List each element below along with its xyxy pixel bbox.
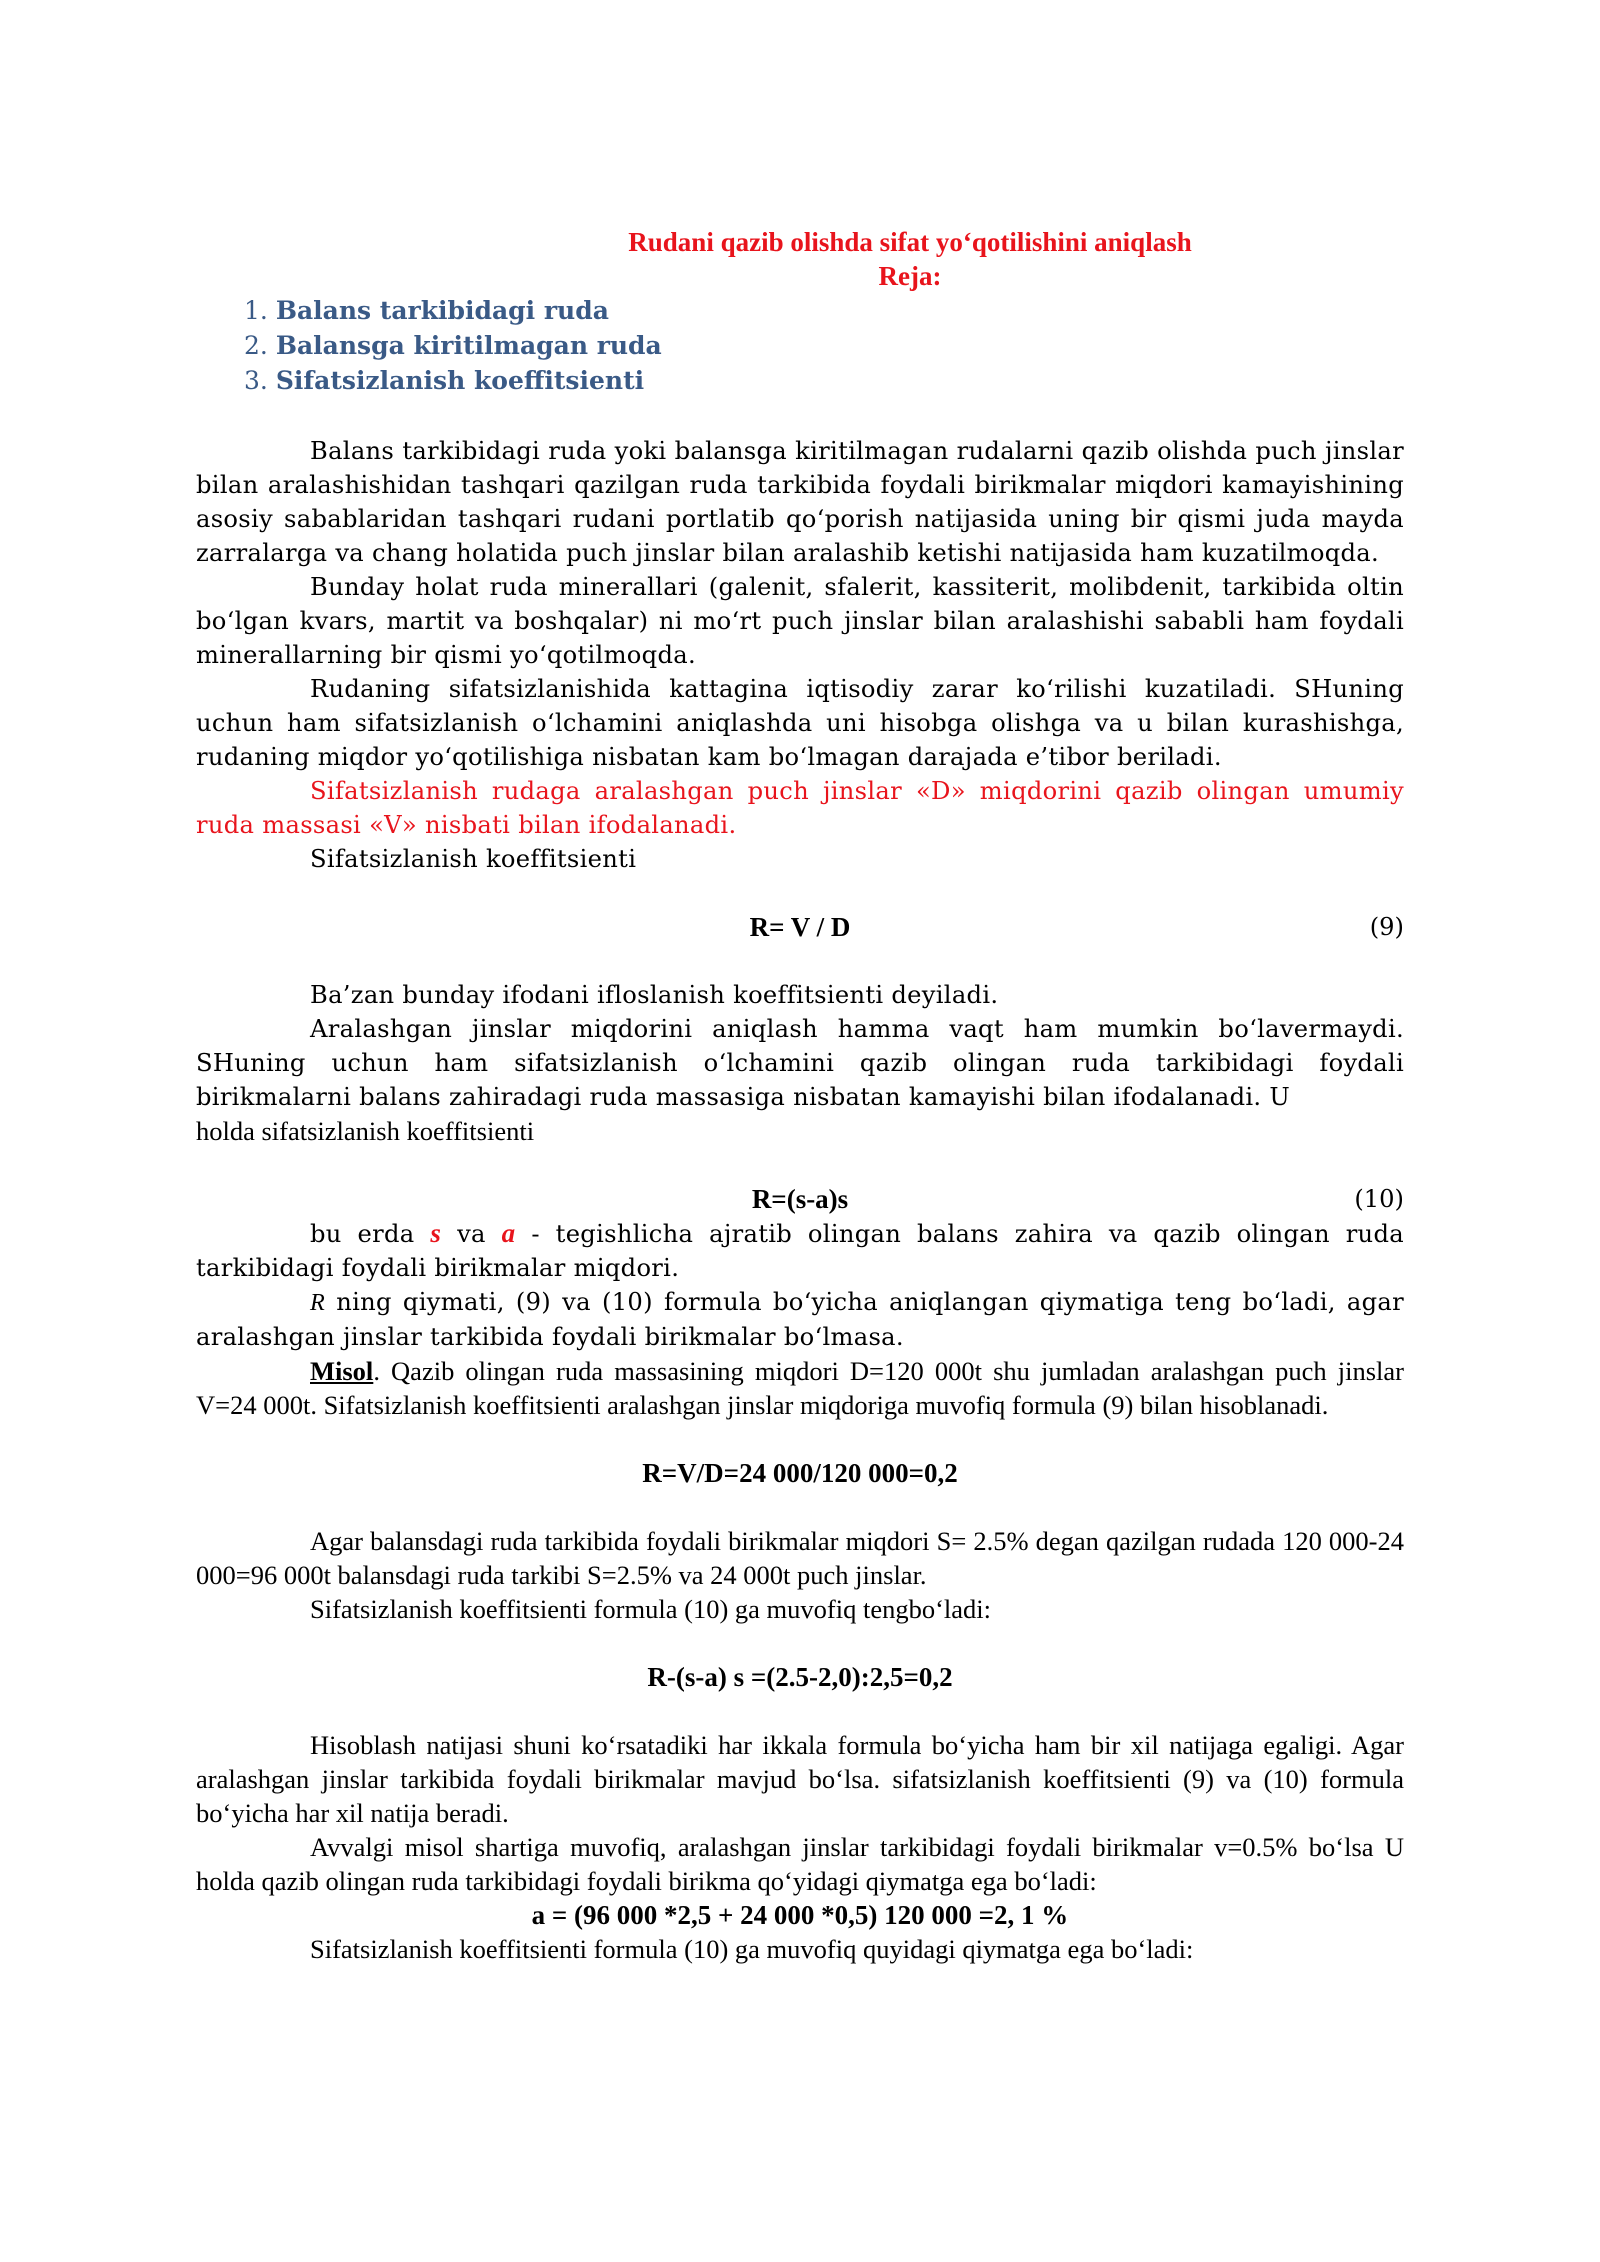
formula-number: (10): [1354, 1185, 1404, 1213]
list-item: 1. Balans tarkibidagi ruda: [244, 296, 609, 325]
paragraph-13: Hisoblash natijasi shuni ko‘rsatadiki har ikkala formula bo‘yicha ham bir xil natijaga egaligi. Agar aralashgan jinslar tarkibida foydali birikmalar mavjud bo‘lsa. sifatsizlanish koeffitsienti (9) va (10) formula bo‘yicha har xil natija beradi.: [196, 1730, 1404, 1828]
formula-example-3: a = (96 000 *2,5 + 24 000 *0,5) 120 000 =2, 1 %: [531, 1900, 1069, 1930]
variable-s: s: [430, 1218, 442, 1248]
paragraph-5: Sifatsizlanish koeffitsienti: [310, 845, 637, 873]
variable-r: R: [310, 1289, 326, 1316]
plan-list: [196, 293, 1404, 398]
formula-9: [196, 910, 1404, 944]
formula-text: R= V / D: [749, 912, 851, 942]
paragraph-3: Rudaning sifatsizlanishida kattagina iqtisodiy zarar ko‘rilishi kuzatiladi. SHuning uchun ham sifatsizlanish o‘lchamini aniqlashda uni hisobga olishga va u bilan kurashishga, rudaning miqdor yo‘qotilishiga nisbatan kam bo‘lmagan darajada e’tibor beriladi.: [196, 675, 1404, 771]
paragraph-15: Sifatsizlanish koeffitsienti formula (10) ga muvofiq quyidagi qiymatga ega bo‘ladi:: [310, 1934, 1194, 1964]
paragraph-9: R ning qiymati, (9) va (10) formula bo‘yicha aniqlangan qiymatiga teng bo‘ladi, agar aralashgan jinslar tarkibida foydali birikmalar bo‘lmasa.: [196, 1288, 1404, 1351]
paragraph-11: Agar balansdagi ruda tarkibida foydali birikmalar miqdori S= 2.5% degan qazilgan rudada 120 000-24 000=96 000t balansdagi ruda tarkibi S=2.5% va 24 000t puch jinslar.: [196, 1526, 1404, 1590]
list-item: 2. Balansga kiritilmagan ruda: [244, 331, 662, 360]
paragraph-7b: holda sifatsizlanish koeffitsienti: [196, 1116, 535, 1146]
paragraph-6: Ba’zan bunday ifodani ifloslanish koeffitsienti deyiladi.: [310, 981, 999, 1009]
paragraph-1: Balans tarkibidagi ruda yoki balansga kiritilmagan rudalarni qazib olishda puch jinslar bilan aralashishidan tashqari qazilgan ruda tarkibida foydali birikmalar miqdori kamayishining asosiy sabablaridan tashqari rudani portlatib qo‘porish natijasida uning bir qismi juda mayda zarralarga va chang holatida puch jinslar bilan aralashib ketishi natijasida ham kuzatilmoqda.: [196, 437, 1404, 567]
document-title: Rudani qazib olishda sifat yo‘qotilishini aniqlash: [628, 227, 1192, 257]
formula-number: (9): [1369, 913, 1404, 941]
plan-heading: Reja:: [878, 261, 942, 291]
paragraph-2: Bunday holat ruda minerallari (galenit, sfalerit, kassiterit, molibdenit, tarkibida oltin bo‘lgan kvars, martit va boshqalar) ni mo‘rt puch jinslar bilan aralashishi sababli ham foydali minerallarning bir qismi yo‘qotilmoqda.: [196, 573, 1404, 669]
paragraph-definition: Sifatsizlanish rudaga aralashgan puch jinslar «D» miqdorini qazib olingan umumiy ruda massasi «V» nisbati bilan ifodalanadi.: [196, 777, 1404, 839]
paragraph-8: bu erda s va a - tegishlicha ajratib olingan balans zahira va qazib olingan ruda tarkibidagi foydali birikmalar miqdori.: [196, 1218, 1404, 1282]
formula-text: R=(s-a)s: [751, 1184, 849, 1214]
formula-example-1: R=V/D=24 000/120 000=0,2: [642, 1458, 958, 1488]
formula-10: [196, 1182, 1404, 1216]
paragraph-example: Misol. Qazib olingan ruda massasining miqdori D=120 000t shu jumladan aralashgan puch jinslar V=24 000t. Sifatsizlanish koeffitsienti aralashgan jinslar miqdoriga muvofiq formula (9) bilan hisoblanadi.: [196, 1356, 1404, 1420]
paragraph-12: Sifatsizlanish koeffitsienti formula (10) ga muvofiq tengbo‘ladi:: [310, 1594, 992, 1624]
list-item: 3. Sifatsizlanish koeffitsienti: [244, 366, 645, 395]
variable-a: a: [501, 1218, 516, 1248]
formula-example-2: R-(s-a) s =(2.5-2,0):2,5=0,2: [647, 1662, 953, 1692]
example-label: Misol: [310, 1356, 374, 1386]
paragraph-7: Aralashgan jinslar miqdorini aniqlash hamma vaqt ham mumkin bo‘lavermaydi. SHuning uchun ham sifatsizlanish o‘lchamini qazib olingan ruda tarkibidagi foydali birikmalarni balans zahiradagi ruda massasiga nisbatan kamayishi bilan ifodalanadi. U: [196, 1015, 1404, 1111]
document-page: [196, 225, 1404, 1966]
paragraph-14: Avvalgi misol shartiga muvofiq, aralashgan jinslar tarkibidagi foydali birikmalar v=0.5% bo‘lsa U holda qazib olingan ruda tarkibidagi foydali birikma qo‘yidagi qiymatga ega bo‘ladi:: [196, 1832, 1404, 1896]
